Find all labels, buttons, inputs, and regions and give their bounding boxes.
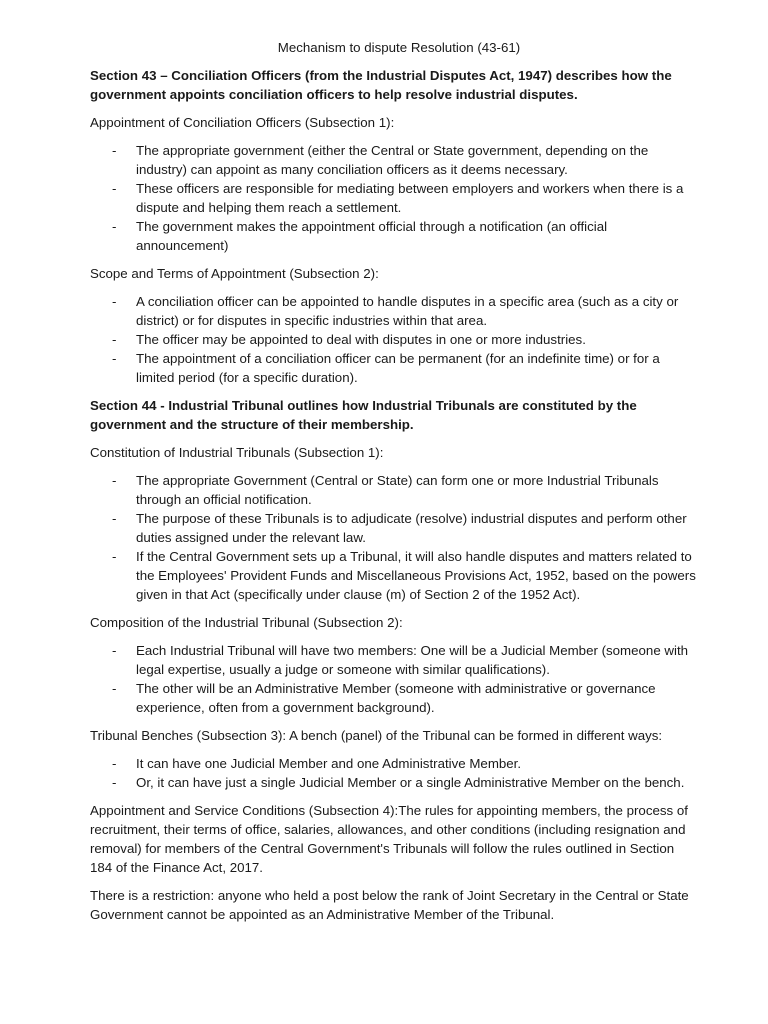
- section-44-subsection-1-label: Constitution of Industrial Tribunals (Subsection 1):: [90, 445, 384, 460]
- section-43-heading: Section 43 – Conciliation Officers (from the Industrial Disputes Act, 1947) describes how the government appoints conciliation officers to help resolve industrial disputes.: [90, 68, 672, 102]
- list-item: - Each Industrial Tribunal will have two members: One will be a Judicial Member (someone with legal expertise, usually a judge or someone with similar qualifications).: [90, 641, 698, 679]
- document-title: Mechanism to dispute Resolution (43-61): [277, 40, 521, 55]
- section-44-subsection-4-text: Appointment and Service Conditions (Subsection 4):The rules for appointing members, the process of recruitment, their terms of office, salaries, allowances, and other conditions (including resignation and removal) for members of the Central Government's Tribunals will follow the rules outlined in Section 184 of the Finance Act, 2017.: [90, 803, 688, 875]
- section-43-subsection-1-label: Appointment of Conciliation Officers (Subsection 1):: [90, 115, 395, 130]
- section-44-subsection-1-list: [90, 471, 698, 604]
- list-item: - The appropriate Government (Central or State) can form one or more Industrial Tribunals through an official notification.: [90, 471, 698, 509]
- section-44-subsection-3-list: [90, 754, 698, 792]
- list-item: - These officers are responsible for mediating between employers and workers when there is a dispute and helping them reach a settlement.: [90, 179, 698, 217]
- section-43-subsection-1-list: [90, 141, 698, 255]
- section-44-subsection-2-label: Composition of the Industrial Tribunal (Subsection 2):: [90, 615, 403, 630]
- section-44-subsection-3-text: Tribunal Benches (Subsection 3): A bench (panel) of the Tribunal can be formed in different ways:: [90, 728, 663, 743]
- list-item: - A conciliation officer can be appointed to handle disputes in a specific area (such as a city or district) or for disputes in specific industries within that area.: [90, 292, 698, 330]
- list-item: - The officer may be appointed to deal with disputes in one or more industries.: [90, 330, 698, 349]
- section-44-subsection-2-list: [90, 641, 698, 717]
- list-item: - It can have one Judicial Member and one Administrative Member.: [90, 754, 698, 773]
- section-43-subsection-2-list: [90, 292, 698, 387]
- section-44-heading: Section 44 - Industrial Tribunal outlines how Industrial Tribunals are constituted by the government and the structure of their membership.: [90, 398, 637, 432]
- list-item: - The other will be an Administrative Member (someone with administrative or governance experience, often from a government background).: [90, 679, 698, 717]
- list-item: - The purpose of these Tribunals is to adjudicate (resolve) industrial disputes and perform other duties assigned under the relevant law.: [90, 509, 698, 547]
- list-item: - If the Central Government sets up a Tribunal, it will also handle disputes and matters related to the Employees' Provident Funds and Miscellaneous Provisions Act, 1952, based on the powers given in that Act (specifically under clause (m) of Section 2 of the 1952 Act).: [90, 547, 698, 604]
- list-item: - The appointment of a conciliation officer can be permanent (for an indefinite time) or for a limited period (for a specific duration).: [90, 349, 698, 387]
- list-item: - The appropriate government (either the Central or State government, depending on the industry) can appoint as many conciliation officers as it deems necessary.: [90, 141, 698, 179]
- list-item: - The government makes the appointment official through a notification (an official announcement): [90, 217, 698, 255]
- restriction-text: There is a restriction: anyone who held a post below the rank of Joint Secretary in the Central or State Government cannot be appointed as an Administrative Member of the Tribunal.: [90, 888, 689, 922]
- list-item: - Or, it can have just a single Judicial Member or a single Administrative Member on the bench.: [90, 773, 698, 792]
- section-43-subsection-2-label: Scope and Terms of Appointment (Subsection 2):: [90, 266, 379, 281]
